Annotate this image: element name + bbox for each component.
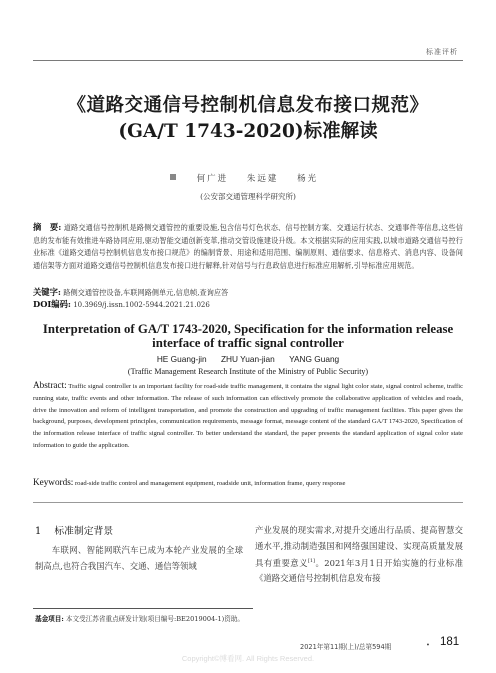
footnote <box>35 613 244 623</box>
author-cn: 杨光 <box>297 174 319 184</box>
author-en: ZHU Yuan-jian <box>220 354 275 364</box>
abstract-en-label: Abstract: <box>33 380 67 390</box>
keywords-en-text: road-side traffic control and management equipment, roadside unit, information frame, query response <box>74 480 346 487</box>
keywords-cn-label: 关键字: <box>33 287 61 297</box>
square-bullet-icon <box>170 174 176 180</box>
doi-label: DOI编码: <box>33 299 71 309</box>
keywords-cn <box>33 286 463 298</box>
author-en: YANG Guang <box>289 354 340 364</box>
authors-cn <box>0 172 496 184</box>
title-en-line1: Interpretation of GA/T 1743-2020, Specification for the information release <box>42 322 454 336</box>
section-tag: 标准评析 <box>426 48 458 56</box>
section-divider <box>33 502 463 503</box>
title-en <box>0 322 496 350</box>
keywords-en-label: Keywords: <box>33 477 74 487</box>
body-column-right <box>255 523 463 587</box>
author-en: HE Guang-jin <box>156 354 207 364</box>
title-cn-line2: (GA/T 1743-2020)标准解读 <box>118 121 378 142</box>
doi-line <box>33 298 210 310</box>
abstract-cn <box>33 221 463 272</box>
doi-value[interactable]: 10.3969/j.issn.1002-5944.2021.21.026 <box>73 301 210 309</box>
page-number: 181 <box>440 636 460 648</box>
abstract-cn-text: 道路交通信号控制机是路侧交通管控的重要设施,包含信号灯色状态、信号控制方案、交通运行状态、交通事件等信息,这些信息的发布能有效推进车路协同应用,驱动智能交通创新变革,推动交管设施建设升级。本文根据实际的应用实践,以城市道路交通信号控行业标准《道路交通信号控制机信息发布接口规范》的编制背景、用途和适用范围、编制原则、通信要求、信息格式、消息内容、设备间通信架等方面对道路交通信号控制机信息发布接口进行解释,针对信号与行息政信息进行标准应用解析,引导标准应用规范。 <box>33 223 463 270</box>
issue-info: 2021年第11期(上)/总第594期 <box>300 643 392 651</box>
title-cn-line1: 《道路交通信号控制机信息发布接口规范》 <box>67 95 429 116</box>
citation-ref[interactable]: [1] <box>307 558 316 564</box>
header-rule <box>33 60 463 61</box>
abstract-cn-label: 摘 要: <box>33 222 62 232</box>
abstract-en <box>33 380 463 452</box>
title-en-line2: interface of traffic signal controller <box>152 336 344 350</box>
body-right-text-cont: 。2021年3月1日开始实施的行业标准《道路交通信号控制机信息发布接 <box>255 557 463 584</box>
section-title: 标准制定背景 <box>54 526 114 537</box>
section-number: 1 <box>35 526 42 537</box>
keywords-cn-text: 路侧交通管控设备,车联网路侧单元,信息帧,查询应答 <box>63 288 229 297</box>
author-cn: 何广进 <box>196 174 229 184</box>
footnote-label: 基金项目: <box>35 615 64 623</box>
footnote-text: 本文受江苏省重点研发计划(项目编号:BE2019004-1)资助。 <box>65 615 245 623</box>
author-cn: 朱远建 <box>246 174 279 184</box>
affiliation-cn: (公安部交通管理科学研究所) <box>200 192 296 201</box>
body-column-left: 车联网、智能网联汽车已成为本轮产业发展的全球制高点,也符合我国汽车、交通、通信等领域 <box>35 545 243 571</box>
footer-bullet-icon: • <box>426 641 430 649</box>
section-heading <box>35 523 113 537</box>
copyright-watermark: Copyright©博看网. All Rights Reserved. <box>181 654 315 663</box>
keywords-en <box>33 477 463 487</box>
abstract-en-text: Traffic signal controller is an important facility for road-side traffic management, it contains the signal light color state, signal control scheme, traffic running state, traffic events and other information. The release of such information can effectively promote the collaborative application of vehicles and roads, drive the innovation and reform of intelligent transportation, and promote the construction and upgrading of traffic management facilities. This paper gives the background, purposes, development principles, communication requirements, message format, message content of the standard GA/T 1743-2020, Specification of the information release interface of traffic signal controller. To better understand the standard, the paper presents the standard application of signal color state information to guide the application. <box>33 383 463 449</box>
affiliation-en: (Traffic Management Research Institute of the Ministry of Public Security) <box>127 367 369 376</box>
body-right-text: 产业发展的现实需求,对提升交通出行品质、提高智慧交通水平,推动制造强国和网络强国建设、实现高质量发展具有重要意义 <box>255 525 463 568</box>
authors-en <box>0 354 496 364</box>
footnote-rule <box>33 608 253 609</box>
